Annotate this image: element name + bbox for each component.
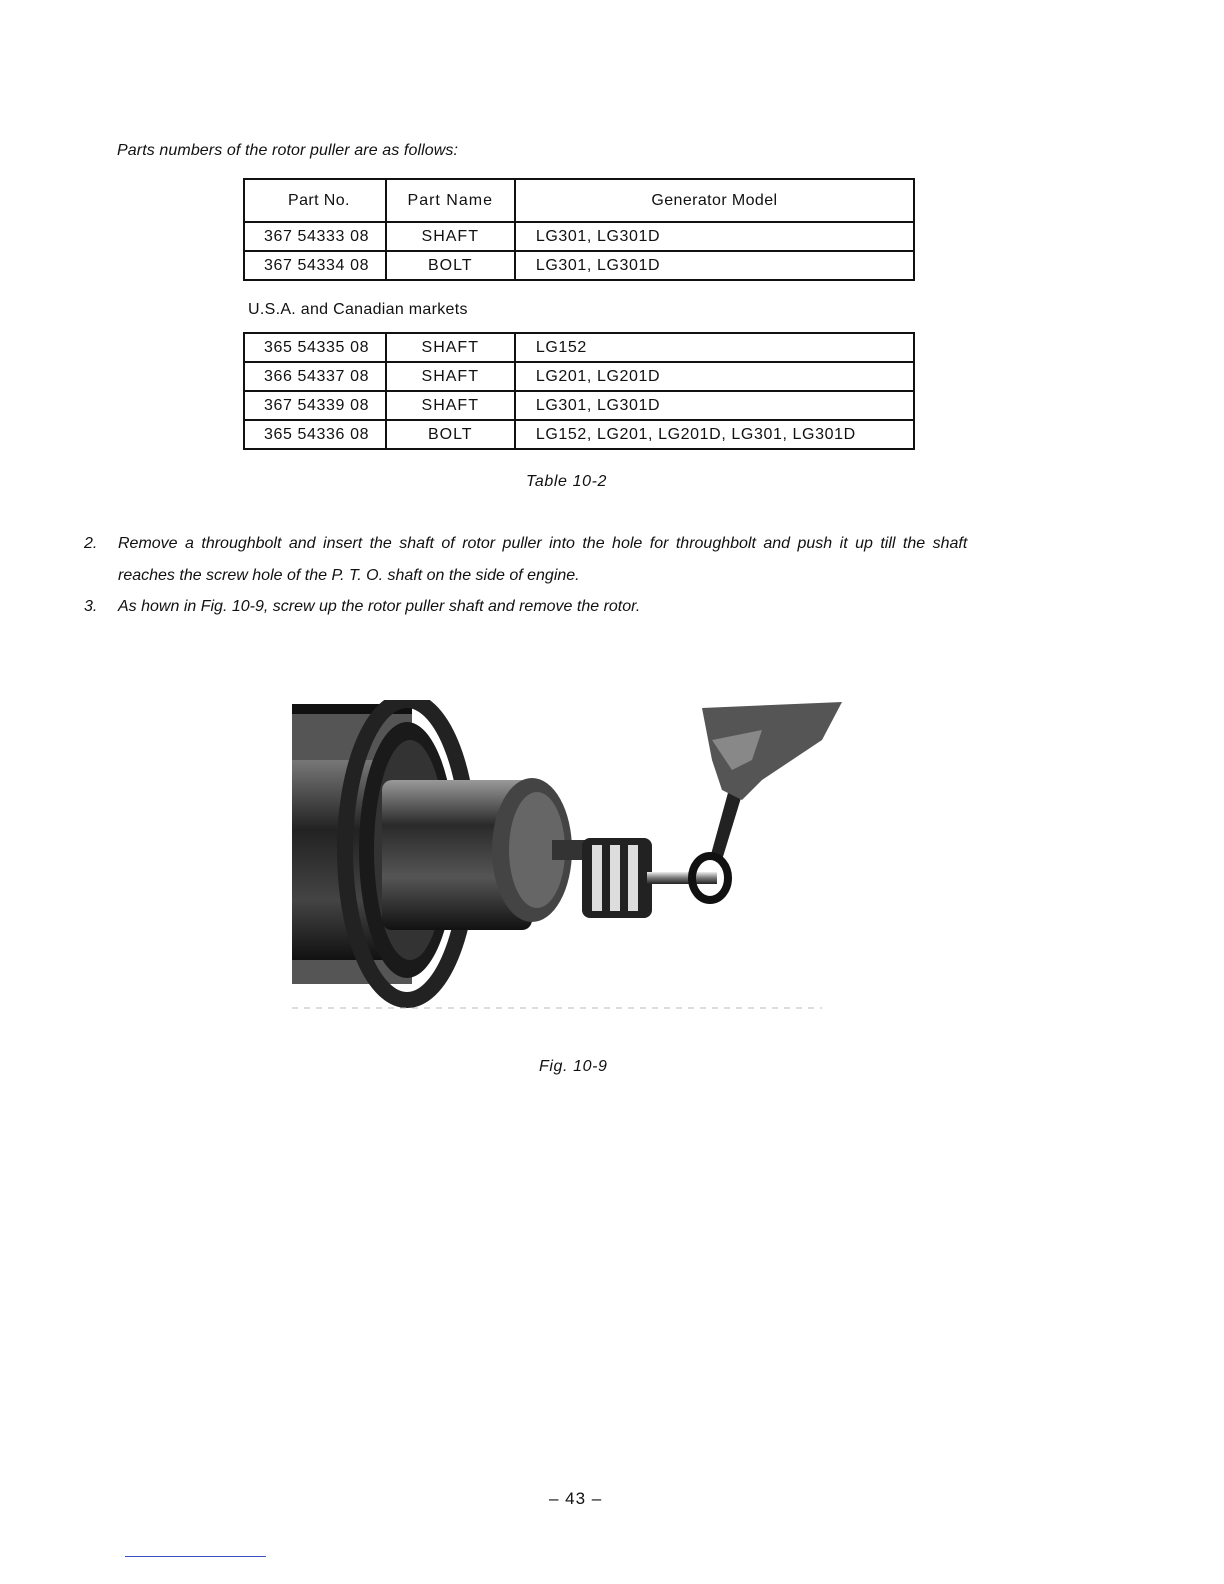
cell-part-no: 366 54337 08 [244, 362, 386, 391]
cell-part-name: BOLT [386, 420, 515, 449]
table-row [244, 222, 914, 251]
cell-part-name: SHAFT [386, 391, 515, 420]
market-note: U.S.A. and Canadian markets [248, 301, 468, 318]
step-text: As hown in Fig. 10-9, screw up the rotor puller shaft and remove the rotor. [118, 598, 641, 615]
table-caption: Table 10-2 [526, 473, 608, 490]
step-number: 3. [84, 598, 98, 615]
table-row [244, 420, 914, 449]
cell-part-no: 367 54339 08 [244, 391, 386, 420]
footer-divider [125, 1556, 266, 1557]
cell-part-no: 365 54336 08 [244, 420, 386, 449]
table-row [244, 333, 914, 362]
table-row [244, 362, 914, 391]
table-row [244, 391, 914, 420]
cell-generator-model: LG301, LG301D [515, 222, 914, 251]
rotor-puller-photo [292, 700, 848, 1012]
cell-generator-model: LG152 [515, 333, 914, 362]
parts-table-usa-canada [243, 332, 915, 450]
cell-part-no: 365 54335 08 [244, 333, 386, 362]
parts-table-general [243, 178, 915, 281]
cell-generator-model: LG301, LG301D [515, 391, 914, 420]
header-part-no: Part No. [244, 179, 386, 222]
header-generator-model: Generator Model [515, 179, 914, 222]
cell-part-name: SHAFT [386, 362, 515, 391]
step-2-continued: reaches the screw hole of the P. T. O. shaft on the side of engine. [118, 567, 580, 584]
step-number: 2. [84, 535, 98, 552]
step-text: Remove a throughbolt and insert the shaft of rotor puller into the hole for throughbolt and push it up till the shaft [118, 535, 968, 552]
cell-part-name: SHAFT [386, 333, 515, 362]
page-number: – 43 – [549, 1489, 603, 1508]
cell-generator-model: LG301, LG301D [515, 251, 914, 280]
cell-part-name: SHAFT [386, 222, 515, 251]
header-part-name: Part Name [386, 179, 515, 222]
cell-part-name: BOLT [386, 251, 515, 280]
cell-part-no: 367 54334 08 [244, 251, 386, 280]
figure-caption: Fig. 10-9 [539, 1058, 608, 1075]
intro-text: Parts numbers of the rotor puller are as follows: [117, 142, 459, 159]
cell-part-no: 367 54333 08 [244, 222, 386, 251]
table-row [244, 251, 914, 280]
cell-generator-model: LG152, LG201, LG201D, LG301, LG301D [515, 420, 914, 449]
table-header-row [244, 179, 914, 222]
cell-generator-model: LG201, LG201D [515, 362, 914, 391]
